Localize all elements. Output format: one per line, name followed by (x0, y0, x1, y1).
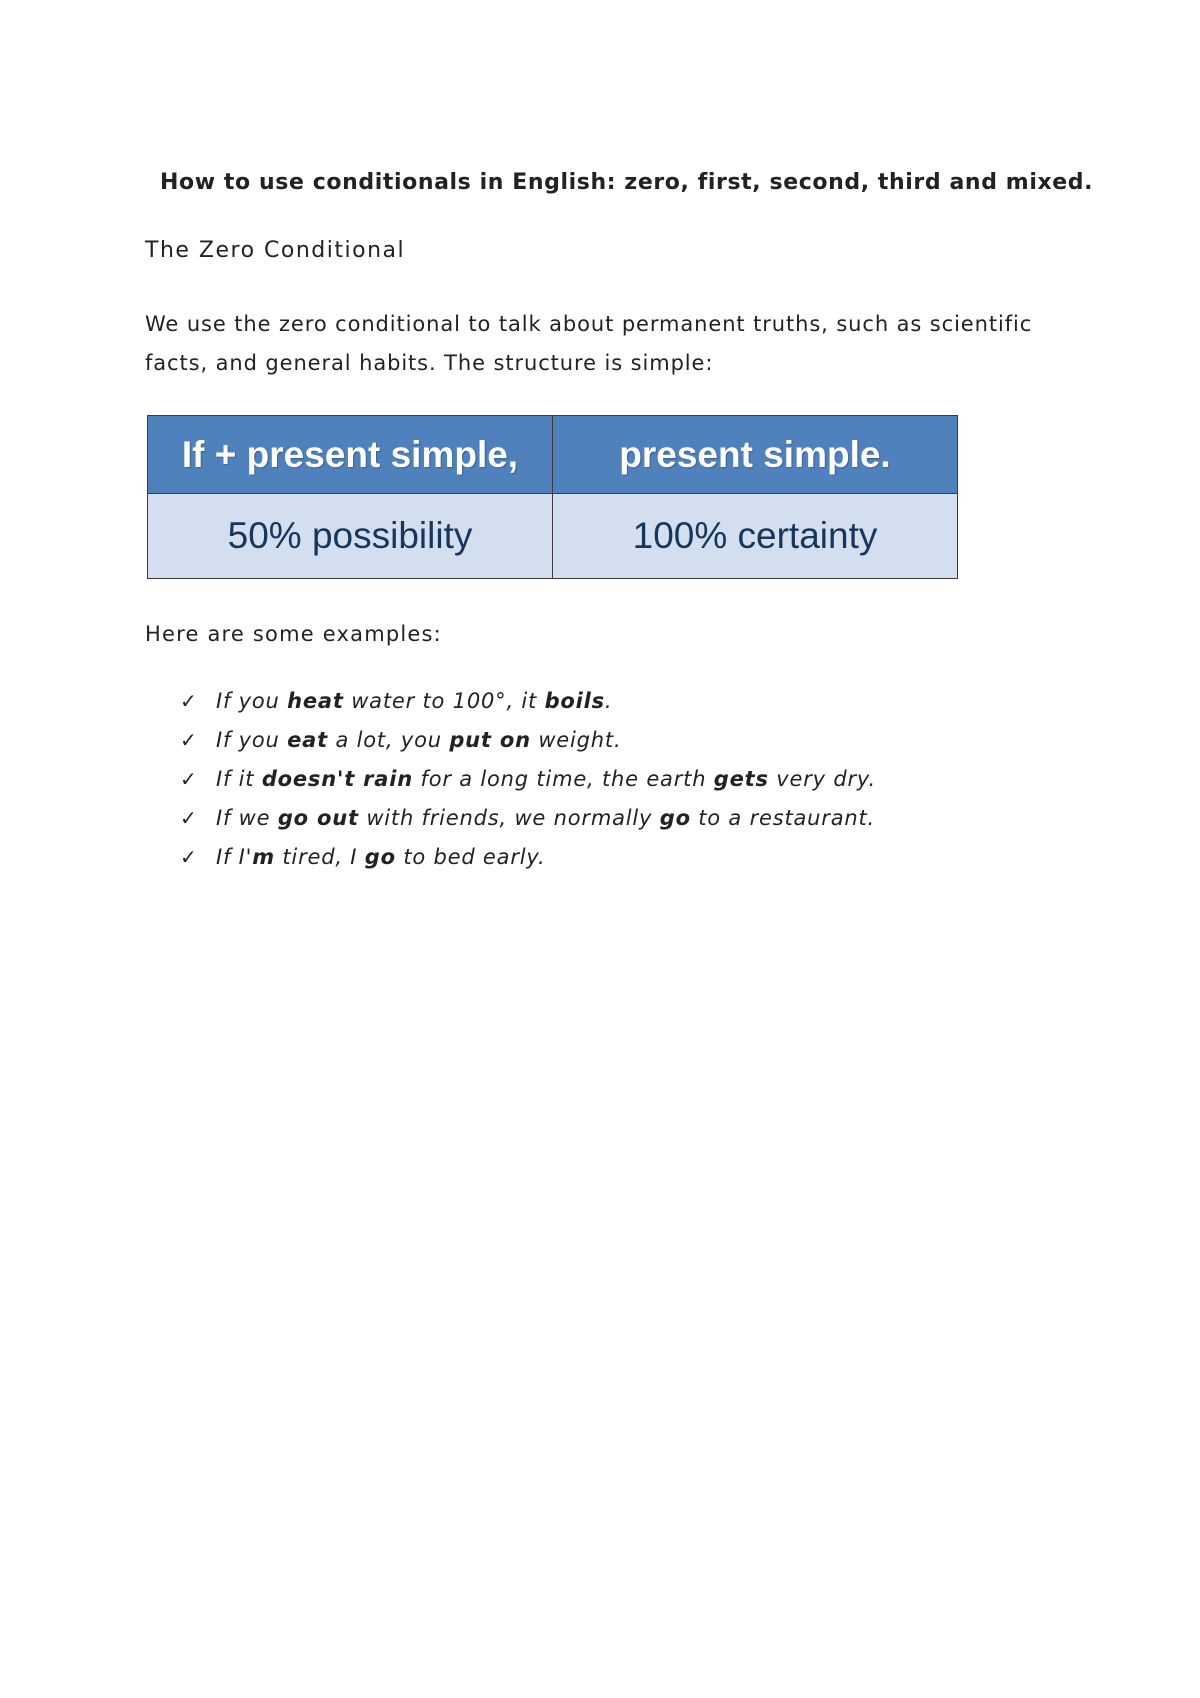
example-verb: go (364, 845, 396, 869)
example-verb: put on (449, 728, 531, 752)
example-verb: eat (287, 728, 328, 752)
example-text: to bed early. (395, 845, 546, 869)
structure-main-clause-header: present simple. (553, 416, 958, 494)
structure-if-clause-meaning: 50% possibility (148, 494, 553, 579)
example-text: for a long time, the earth (413, 767, 714, 791)
example-text: very dry. (768, 767, 876, 791)
structure-table-header-row (148, 416, 958, 494)
example-text: a lot, you (327, 728, 450, 752)
examples-list (180, 682, 876, 877)
document-title: How to use conditionals in English: zero, first, second, third and mixed. (160, 170, 1094, 195)
example-verb: doesn't rain (261, 767, 414, 791)
check-icon: ✓ (180, 767, 198, 791)
section-heading: The Zero Conditional (145, 238, 406, 263)
check-icon: ✓ (180, 689, 198, 713)
check-icon: ✓ (180, 845, 198, 869)
example-item (180, 760, 876, 799)
example-text: water to 100°, it (343, 689, 545, 713)
example-text: tired, I (274, 845, 365, 869)
structure-table (147, 415, 958, 579)
example-verb: heat (287, 689, 344, 713)
example-text: with friends, we normally (358, 806, 660, 830)
example-verb: go (659, 806, 691, 830)
examples-intro: Here are some examples: (145, 622, 442, 646)
example-text: to a restaurant. (690, 806, 876, 830)
example-text: If I' (216, 845, 253, 869)
example-verb: gets (713, 767, 769, 791)
example-text: . (604, 689, 613, 713)
example-verb: go out (277, 806, 359, 830)
structure-if-clause-header: If + present simple, (148, 416, 553, 494)
example-item (180, 838, 876, 877)
example-item (180, 682, 876, 721)
example-text: If you (216, 728, 288, 752)
example-item (180, 721, 876, 760)
example-verb: m (252, 845, 275, 869)
example-text: If you (216, 689, 288, 713)
example-verb: boils (544, 689, 605, 713)
check-icon: ✓ (180, 728, 198, 752)
check-icon: ✓ (180, 806, 198, 830)
example-item (180, 799, 876, 838)
example-text: If we (216, 806, 278, 830)
structure-main-clause-meaning: 100% certainty (553, 494, 958, 579)
example-text: weight. (530, 728, 622, 752)
structure-table-body-row (148, 494, 958, 579)
example-text: If it (216, 767, 262, 791)
intro-paragraph: We use the zero conditional to talk about permanent truths, such as scientific facts, and general habits. The structure is simple: (145, 312, 1033, 375)
